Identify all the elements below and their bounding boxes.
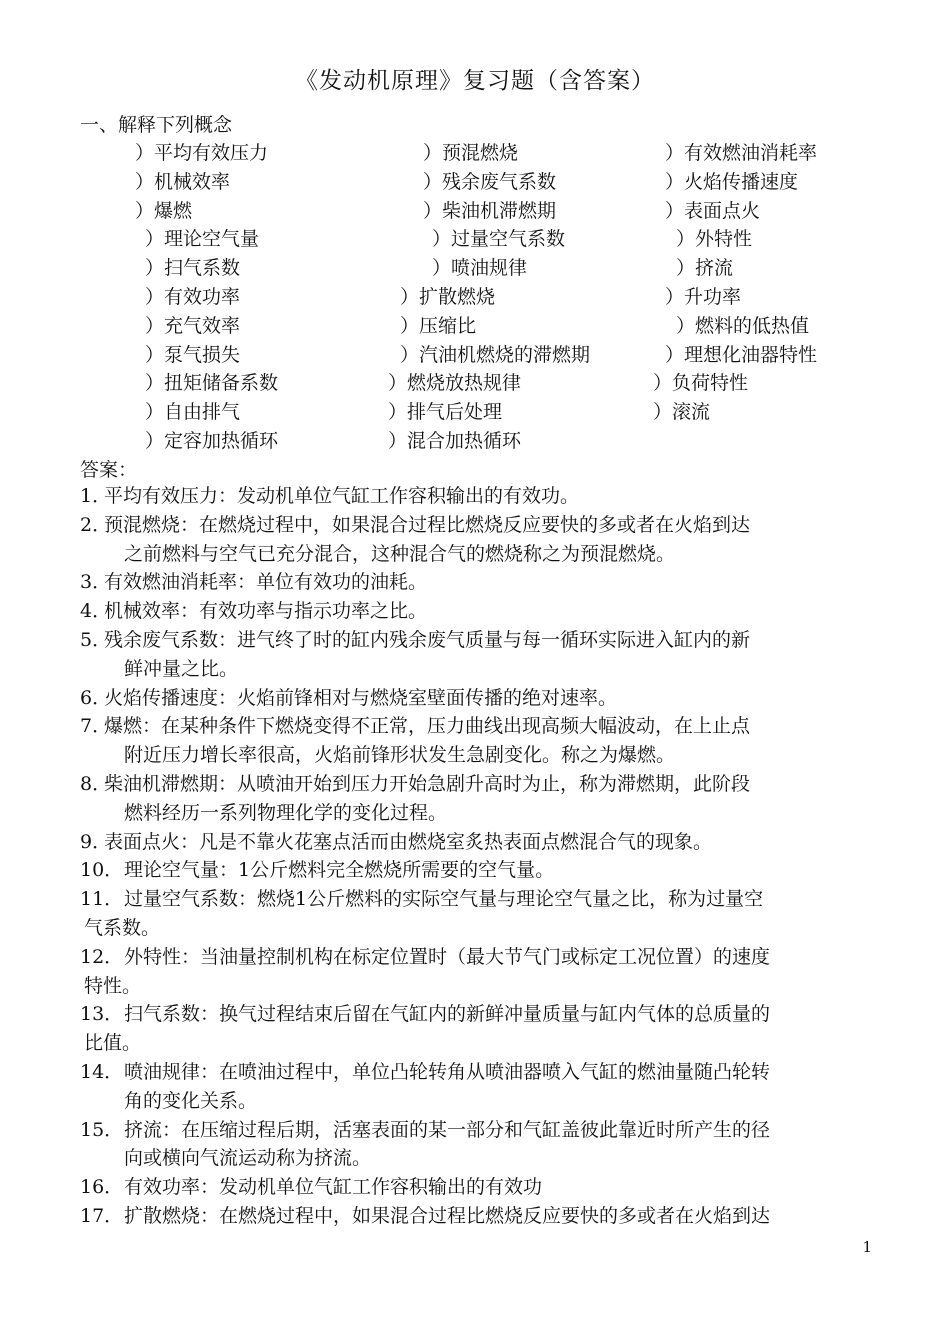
answer-number: 2． <box>80 513 112 536</box>
answer-text-continuation: 鲜冲量之比。 <box>124 657 239 680</box>
term-row <box>0 397 950 426</box>
term-item: ）挤流 <box>676 257 734 280</box>
document-title: 《发动机原理》复习题（含答案） <box>295 68 655 94</box>
answer-number: 15． <box>80 1118 124 1141</box>
answer-number: 16． <box>80 1176 124 1199</box>
answer-item <box>80 712 875 770</box>
answer-text: 机械效率：有效功率与指示功率之比。 <box>104 600 428 623</box>
answer-text: 外特性：当油量控制机构在标定位置时（最大节气门或标定工况位置）的速度 <box>124 945 771 968</box>
answer-number: 10． <box>80 859 124 882</box>
term-row <box>0 311 950 340</box>
answer-text: 喷油规律：在喷油过程中，单位凸轮转角从喷油器喷入气缸的燃油量随凸轮转 <box>124 1060 771 1083</box>
term-item: ）外特性 <box>676 228 753 251</box>
term-item: ）过量空气系数 <box>432 228 566 251</box>
answer-number: 8． <box>80 772 112 795</box>
answer-text: 平均有效压力：发动机单位气缸工作容积输出的有效功。 <box>104 485 580 507</box>
answer-item <box>80 1058 875 1116</box>
term-item: ）汽油机燃烧的滞燃期 <box>400 343 591 366</box>
answer-number: 9． <box>80 830 112 853</box>
answer-item <box>80 943 875 1001</box>
term-item: ）扩散燃烧 <box>400 285 496 308</box>
term-item: ）机械效率 <box>135 170 231 193</box>
term-item: ）压缩比 <box>400 314 477 337</box>
answer-item <box>80 511 875 569</box>
answer-number: 6． <box>80 686 112 709</box>
term-item: ）残余废气系数 <box>423 170 557 193</box>
answer-item <box>80 568 875 597</box>
answer-text: 挤流：在压缩过程后期，活塞表面的某一部分和气缸盖彼此靠近时所产生的径 <box>124 1118 771 1141</box>
term-row <box>0 282 950 311</box>
term-item: ）理论空气量 <box>145 228 260 251</box>
term-item: ）排气后处理 <box>388 401 503 424</box>
term-item: ）预混燃烧 <box>423 142 519 164</box>
answer-list <box>80 482 875 1231</box>
term-item: ）有效燃油消耗率 <box>665 142 818 164</box>
term-item: ）燃烧放热规律 <box>388 372 522 395</box>
answer-number: 4． <box>80 600 112 623</box>
answer-item <box>80 770 875 828</box>
term-item: ）有效功率 <box>145 285 241 308</box>
answer-item <box>80 1202 875 1231</box>
term-item: ）扭矩储备系数 <box>145 372 279 395</box>
answer-item <box>80 1116 875 1174</box>
answer-text: 火焰传播速度：火焰前锋相对与燃烧室壁面传播的绝对速率。 <box>104 686 618 709</box>
term-row <box>0 426 950 455</box>
answer-number: 12． <box>80 945 124 968</box>
answer-item <box>80 684 875 713</box>
answer-item <box>80 1173 875 1202</box>
answer-text: 有效功率：发动机单位气缸工作容积输出的有效功 <box>124 1176 543 1199</box>
answer-text: 扩散燃烧：在燃烧过程中，如果混合过程比燃烧反应要快的多或者在火焰到达 <box>124 1204 771 1227</box>
term-item: ）负荷特性 <box>653 372 749 395</box>
term-item: ）平均有效压力 <box>135 142 269 164</box>
answer-item <box>80 482 875 511</box>
term-row <box>0 253 950 282</box>
term-list <box>0 138 950 455</box>
term-item: ）爆燃 <box>135 199 193 222</box>
term-item: ）定容加热循环 <box>145 429 279 452</box>
answer-item <box>80 856 875 885</box>
answer-text-continuation: 角的变化关系。 <box>124 1089 258 1112</box>
answer-number: 7． <box>80 715 112 738</box>
answers-label: 答案： <box>80 459 138 481</box>
answer-text-continuation: 气系数。 <box>84 916 161 939</box>
answer-item <box>80 828 875 857</box>
term-item: ）柴油机滞燃期 <box>423 199 557 222</box>
section-heading: 一、解释下列概念 <box>80 114 233 136</box>
answer-text-continuation: 燃料经历一系列物理化学的变化过程。 <box>124 801 448 824</box>
term-item: ）表面点火 <box>665 199 761 222</box>
term-item: ）扫气系数 <box>145 257 241 280</box>
answer-number: 1． <box>80 485 112 507</box>
term-row <box>0 167 950 196</box>
term-row <box>0 138 950 167</box>
answer-text: 理论空气量：1公斤燃料完全燃烧所需要的空气量。 <box>124 859 555 882</box>
answer-text: 有效燃油消耗率：单位有效功的油耗。 <box>104 571 428 594</box>
answer-number: 3． <box>80 571 112 594</box>
term-item: ）燃料的低热值 <box>676 314 810 337</box>
answer-text: 残余废气系数：进气终了时的缸内残余废气质量与每一循环实际进入缸内的新 <box>104 628 751 651</box>
term-item: ）喷油规律 <box>432 257 528 280</box>
answer-text: 表面点火：凡是不靠火花塞点活而由燃烧室炙热表面点燃混合气的现象。 <box>104 830 713 853</box>
term-item: ）升功率 <box>665 285 742 308</box>
answer-number: 17． <box>80 1204 124 1227</box>
answer-item <box>80 885 875 943</box>
answer-text-continuation: 特性。 <box>84 974 142 997</box>
answer-text: 爆燃：在某种条件下燃烧变得不正常，压力曲线出现高频大幅波动，在上止点 <box>104 715 751 738</box>
term-row <box>0 368 950 397</box>
answer-text-continuation: 向或横向气流运动称为挤流。 <box>124 1147 372 1170</box>
answer-item <box>80 597 875 626</box>
term-item: ）泵气损失 <box>145 343 241 366</box>
answer-number: 13． <box>80 1003 124 1026</box>
answer-item <box>80 626 875 684</box>
page-number: 1 <box>862 1238 872 1256</box>
answer-text: 柴油机滞燃期：从喷油开始到压力开始急剧升高时为止，称为滞燃期，此阶段 <box>104 772 751 795</box>
term-item: ）火焰传播速度 <box>665 170 799 193</box>
term-item: ）充气效率 <box>145 314 241 337</box>
term-item: ）自由排气 <box>145 401 241 424</box>
term-row <box>0 196 950 225</box>
term-item: ）混合加热循环 <box>388 429 522 452</box>
answer-text: 预混燃烧：在燃烧过程中，如果混合过程比燃烧反应要快的多或者在火焰到达 <box>104 513 751 536</box>
answer-number: 5． <box>80 628 112 651</box>
term-row <box>0 224 950 253</box>
term-item: ）理想化油器特性 <box>665 343 818 366</box>
answer-text-continuation: 比值。 <box>84 1032 142 1055</box>
answer-text: 过量空气系数：燃烧1公斤燃料的实际空气量与理论空气量之比，称为过量空 <box>124 888 764 911</box>
term-row <box>0 340 950 369</box>
answer-number: 11． <box>80 888 124 911</box>
answer-number: 14． <box>80 1060 124 1083</box>
answer-text: 扫气系数：换气过程结束后留在气缸内的新鲜冲量质量与缸内气体的总质量的 <box>124 1003 771 1026</box>
answer-text-continuation: 附近压力增长率很高，火焰前锋形状发生急剧变化。称之为爆燃。 <box>124 744 676 767</box>
answer-text-continuation: 之前燃料与空气已充分混合，这种混合气的燃烧称之为预混燃烧。 <box>124 542 676 565</box>
answer-item <box>80 1000 875 1058</box>
term-item: ）滚流 <box>653 401 711 424</box>
